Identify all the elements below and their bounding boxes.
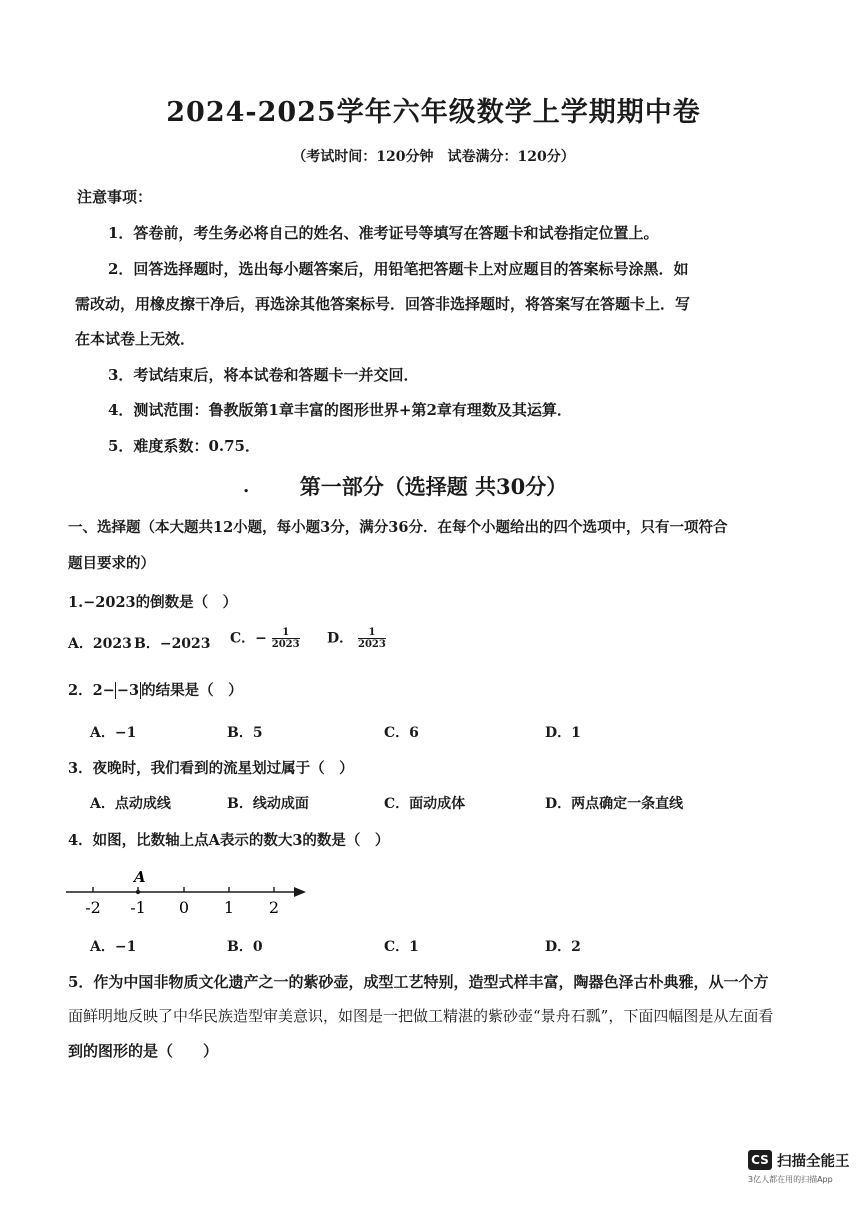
note-item-4: 4．测试范围：鲁教版第1章丰富的图形世界+第2章有理数及其运算． [108,401,572,419]
point-a-marker [136,890,140,894]
section-title: 第一部分（选择题 共30分） [299,474,568,499]
q3-stem: 3．夜晚时，我们看到的流星划过属于（ ） [68,760,354,777]
tick-label-neg2: -2 [85,898,101,917]
q1-option-a: A．2023 [68,636,132,652]
q5-line3: 到的图形的是（ ） [68,1042,219,1060]
q4-stem: 4．如图，比数轴上点A表示的数大3的数是（ ） [68,832,390,849]
notes-heading: 注意事项： [77,188,153,206]
q1-d-denominator: 2023 [358,639,386,650]
number-line-arrowhead [294,887,306,897]
q1-c-denominator: 2023 [271,639,300,650]
point-a-label: A [134,868,146,886]
note-item-3: 3．考试结束后，将本试卷和答题卡一并交回． [108,366,419,384]
q5-line1: 5．作为中国非物质文化遗产之一的紫砂壶，成型工艺特别，造型式样丰富，陶器色泽古朴典雅，从一个方 [68,973,769,991]
note-item-2-line3: 在本试卷上无效． [75,330,196,348]
part1-intro-line2: 题目要求的） [68,555,155,572]
tick-label-neg1: -1 [130,898,146,917]
q2-option-a: A．−1 [90,725,137,741]
q2-stem [68,679,243,700]
q4-option-a: A．−1 [90,939,137,955]
q2-absolute-value: −3 [116,682,140,699]
q2-option-b: B．5 [227,725,263,741]
q1-stem: 1.−2023的倒数是（ ） [68,594,238,611]
stray-dot: . [243,476,250,497]
watermark-tagline: 3亿人都在用的扫描App [748,1175,833,1184]
q4-option-b: B．0 [227,939,263,955]
q1-option-c [230,627,300,650]
note-item-2-line2: 需改动，用橡皮擦干净后，再选涂其他答案标号．回答非选择题时，将答案写在答题卡上．写 [75,295,691,313]
q3-option-d: D．两点确定一条直线 [545,796,684,812]
camscanner-logo-icon: CS [748,1150,772,1170]
exam-subtitle: （考试时间：120分钟 试卷满分：120分） [292,149,575,165]
q1-c-numerator: 1 [282,627,290,638]
q3-option-b: B．线动成面 [227,796,309,812]
q1-option-c-fraction [272,627,300,650]
q4-option-c: C．1 [384,939,419,955]
tick-label-1: 1 [223,898,235,917]
number-line-figure [60,862,320,920]
note-item-5: 5．难度系数：0.75． [108,437,260,455]
q1-option-d-fraction [358,627,386,650]
q1-option-b: B．−2023 [134,636,211,652]
q2-option-d: D．1 [545,725,581,741]
q3-option-c: C．面动成体 [384,796,466,812]
q2-option-c: C．6 [384,725,419,741]
q5-line2: 面鲜明地反映了中华民族造型审美意识，如图是一把做工精湛的紫砂壶“景舟石瓢”，下面四幅图是从左面看 [68,1007,774,1025]
q2-stem-suffix: 的结果是（ ） [141,682,243,699]
q4-option-d: D．2 [545,939,581,955]
watermark-app-name: 扫描全能王 [777,1154,850,1170]
q1-option-d-prefix: D． [327,630,354,647]
note-item-2-line1: 2．回答选择题时，选出每小题答案后，用铅笔把答题卡上对应题目的答案标号涂黑．如 [108,260,689,278]
q1-d-numerator: 1 [368,627,376,638]
q2-stem-prefix: 2．2− [68,682,115,699]
tick-label-0: 0 [178,898,190,917]
q1-option-c-prefix: C．− [230,630,267,647]
q1-option-d [327,627,386,650]
exam-title: 2024-2025学年六年级数学上学期期中卷 [166,97,701,128]
note-item-1: 1．答卷前，考生务必将自己的姓名、准考证号等填写在答题卡和试卷指定位置上。 [108,224,659,242]
q3-option-a: A．点动成线 [90,796,171,812]
tick-label-2: 2 [268,898,280,917]
part1-intro-line1: 一、选择题（本大题共12小题，每小题3分，满分36分．在每个小题给出的四个选项中，只有一项符合 [68,519,728,536]
